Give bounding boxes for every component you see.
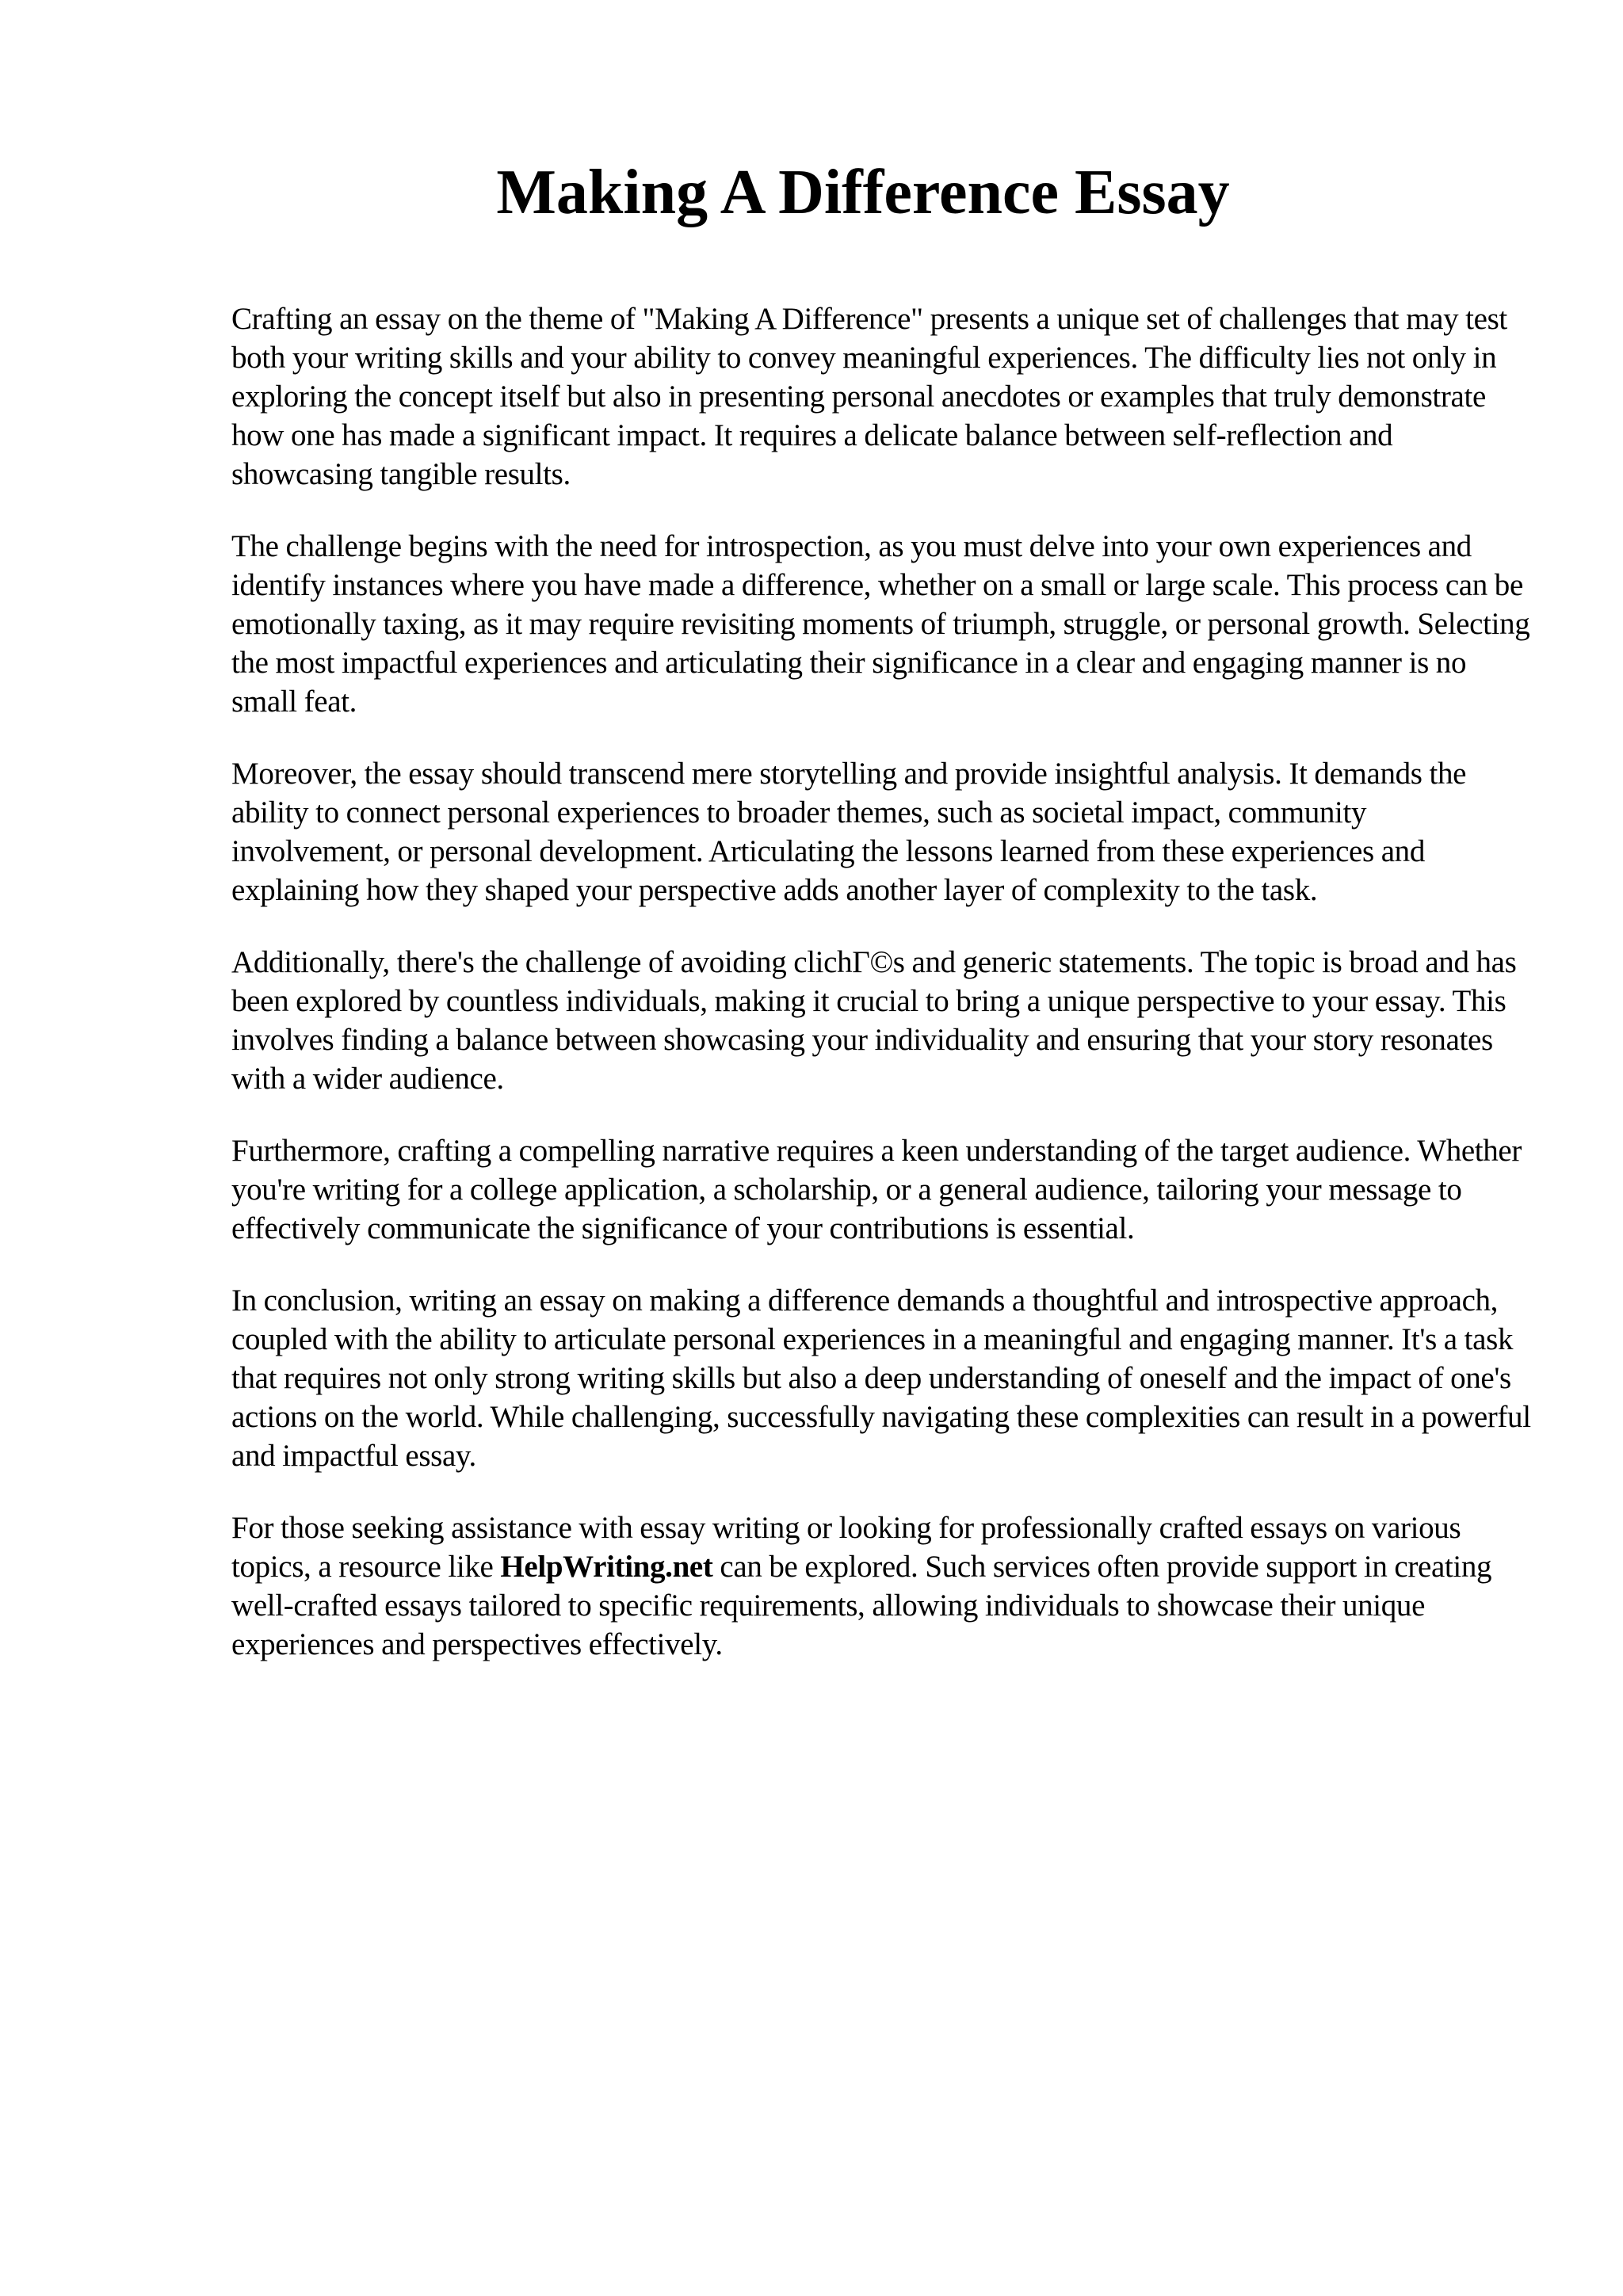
essay-body [231, 299, 1531, 1697]
paragraph-4: Additionally, there's the challenge of avoiding clichГ©s and generic statements. The topic is broad and has been explored by countless individuals, making it crucial to bring a unique perspective to your essay. This involves finding a balance between showcasing your individuality and ensuring that your story resonates with a wider audience. [231, 945, 1517, 1096]
closing-text-start: For those seeking assistance with essay writing or looking for professionally crafted essays on various topics, a resource like [231, 1511, 1461, 1584]
page-title: Making A Difference Essay [496, 158, 1230, 227]
paragraph-3: Moreover, the essay should transcend mere storytelling and provide insightful analysis. It demands the ability to connect personal experiences to broader themes, such as societal impact, community involvement, or personal development. Articulating the lessons learned from these experiences and explaining how they shaped your perspective adds another layer of complexity to the task. [231, 757, 1467, 907]
closing-text-end: can be explored. Such services often provide support in creating well-crafted essays tailored to specific requirements, allowing individuals to showcase their unique experiences and perspectives effectively. [231, 1550, 1492, 1661]
brand-name: HelpWriting.net [500, 1550, 713, 1584]
paragraph-1: Crafting an essay on the theme of "Making A Difference" presents a unique set of challenges that may test both your writing skills and your ability to convey meaningful experiences. The difficulty lies not only in exploring the concept itself but also in presenting personal anecdotes or examples that truly demonstrate how one has made a significant impact. It requires a delicate balance between self-reflection and showcasing tangible results. [231, 302, 1507, 491]
paragraph-2: The challenge begins with the need for introspection, as you must delve into your own experiences and identify instances where you have made a difference, whether on a small or large scale. This process can be emotionally taxing, as it may require revisiting moments of triumph, struggle, or personal growth. Selecting the most impactful experiences and articulating their significance in a clear and engaging manner is no small feat. [231, 529, 1530, 719]
paragraph-closing [231, 1508, 1531, 1664]
paragraph-6: In conclusion, writing an essay on making a difference demands a thoughtful and introspective approach, coupled with the ability to articulate personal experiences in a meaningful and engaging manner. It's a task that requires not only strong writing skills but also a deep understanding of oneself and the impact of one's actions on the world. While challenging, successfully navigating these complexities can result in a powerful and impactful essay. [231, 1283, 1531, 1473]
paragraph-5: Furthermore, crafting a compelling narrative requires a keen understanding of the target audience. Whether you're writing for a college application, a scholarship, or a general audience, tailoring your message to effectively communicate the significance of your contributions is essential. [231, 1134, 1522, 1245]
